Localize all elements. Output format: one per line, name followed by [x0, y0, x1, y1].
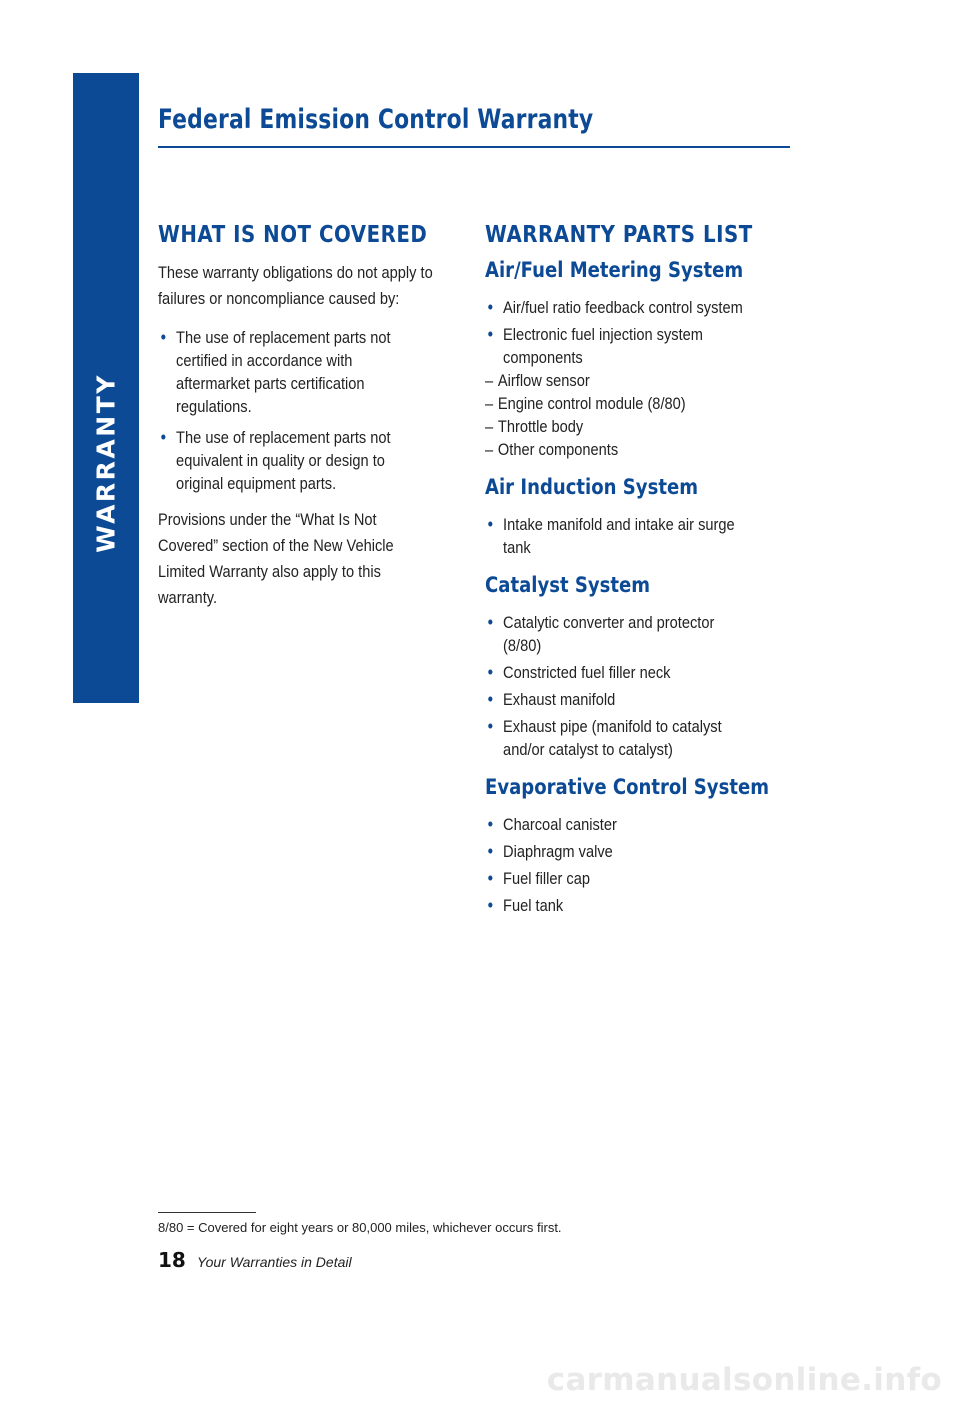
air-induction-heading: Air Induction System [485, 475, 699, 499]
list-item: • Air/fuel ratio feedback control system [485, 296, 782, 319]
list-item: • Exhaust pipe (manifold to catalyst and/or catalyst to catalyst) [485, 715, 752, 761]
side-tab-text: WARRANTY [91, 373, 121, 553]
not-covered-list [158, 326, 461, 495]
list-item: • The use of replacement parts not equivalent in quality or design to original equipment parts. [158, 426, 413, 495]
catalyst-list [485, 611, 782, 761]
list-item-text: • Electronic fuel injection system components [503, 325, 703, 367]
air-fuel-list [485, 296, 782, 461]
footnote-divider [158, 1212, 256, 1213]
watermark: carmanualsonline.info [546, 1362, 942, 1398]
list-item: • Intake manifold and intake air surge tank [485, 513, 761, 559]
catalyst-heading: Catalyst System [485, 573, 651, 597]
not-covered-heading: WHAT IS NOT COVERED [158, 222, 428, 248]
running-footer: Your Warranties in Detail [197, 1254, 352, 1270]
parts-list-heading: WARRANTY PARTS LIST [485, 222, 753, 248]
sub-list-item: – Engine control module (8/80) [485, 392, 782, 415]
evaporative-list [485, 813, 782, 917]
not-covered-section [158, 222, 463, 611]
provisions-text: Provisions under the “What Is Not Covered” section of the New Vehicle Limited Warranty also apply to this warranty. [158, 510, 394, 607]
air-induction-list [485, 513, 782, 559]
footnote: 8/80 = Covered for eight years or 80,000 miles, whichever occurs first. [158, 1220, 562, 1235]
not-covered-intro: These warranty obligations do not apply to failures or noncompliance caused by: [158, 263, 433, 308]
sub-list-item: – Other components [485, 438, 782, 461]
list-item [485, 323, 782, 461]
sub-list-item: – Airflow sensor [485, 369, 782, 392]
list-item: • Constricted fuel filler neck [485, 661, 782, 684]
list-item: • Diaphragm valve [485, 840, 782, 863]
sub-list-item: – Throttle body [485, 415, 782, 438]
list-item: • Fuel filler cap [485, 867, 782, 890]
evaporative-heading: Evaporative Control System [485, 775, 770, 799]
title-divider [158, 146, 790, 148]
side-tab-label [73, 73, 139, 703]
parts-list-section [485, 222, 785, 917]
list-item: • The use of replacement parts not certified in accordance with aftermarket parts certification regulations. [158, 326, 408, 418]
list-item: • Charcoal canister [485, 813, 782, 836]
list-item: • Exhaust manifold [485, 688, 782, 711]
page-number: 18 [158, 1248, 186, 1272]
list-item: • Fuel tank [485, 894, 782, 917]
air-fuel-sublist [485, 369, 782, 461]
page-title: Federal Emission Control Warranty [158, 104, 594, 135]
side-tab [73, 73, 139, 703]
list-item: • Catalytic converter and protector (8/80) [485, 611, 740, 657]
air-fuel-heading: Air/Fuel Metering System [485, 258, 744, 282]
